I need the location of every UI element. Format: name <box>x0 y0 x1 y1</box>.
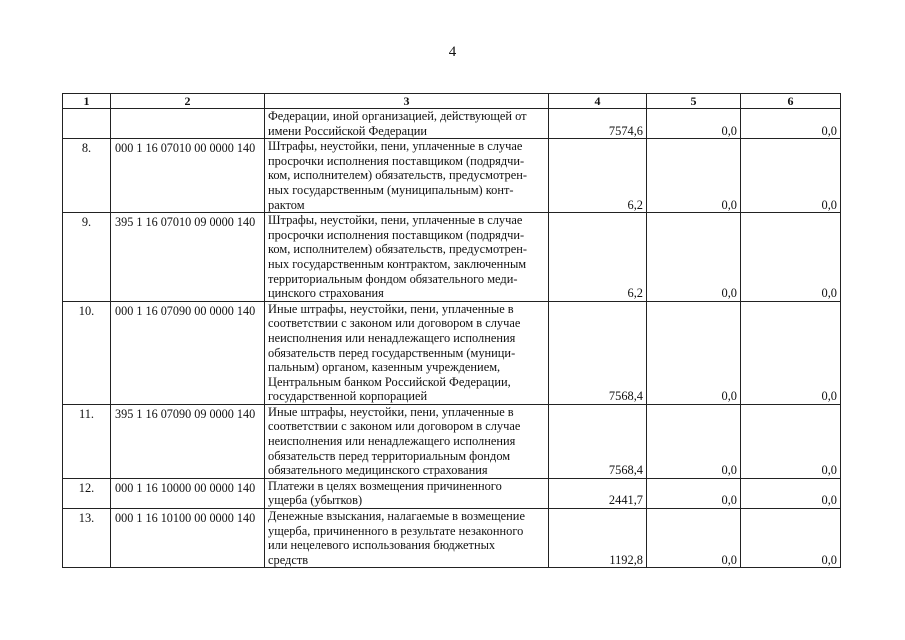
description-line: ком, исполнителем) обязательств, предусмотрен- <box>268 242 528 257</box>
description-line: ных государственным контрактом, заключенным <box>268 256 527 271</box>
description-line: имени Российской Федерации <box>268 123 428 138</box>
table-row <box>63 301 841 404</box>
value-col6: 0,0 <box>741 478 841 508</box>
budget-code: 000 1 16 10100 00 0000 140 <box>111 509 265 568</box>
budget-table <box>62 93 841 568</box>
column-header: 6 <box>741 94 841 109</box>
description-line: средств <box>268 552 309 567</box>
row-description <box>265 139 549 213</box>
table-row <box>63 213 841 302</box>
row-description <box>265 478 549 508</box>
description-line: государственной корпорацией <box>268 389 428 404</box>
value-col6: 0,0 <box>741 301 841 404</box>
budget-code: 000 1 16 07090 00 0000 140 <box>111 301 265 404</box>
budget-code: 000 1 16 10000 00 0000 140 <box>111 478 265 508</box>
value-col5: 0,0 <box>647 509 741 568</box>
row-number: 11. <box>63 404 111 478</box>
value-col4: 6,2 <box>549 139 647 213</box>
column-header: 1 <box>63 94 111 109</box>
description-line: цинского страхования <box>268 286 384 301</box>
description-line: пальным) органом, казенным учреждением, <box>268 360 501 375</box>
table-row <box>63 509 841 568</box>
description-line: ных государственным (муниципальным) конт- <box>268 182 514 197</box>
table-header-row <box>63 94 841 109</box>
value-col5: 0,0 <box>647 404 741 478</box>
value-col6: 0,0 <box>741 213 841 302</box>
value-col6: 0,0 <box>741 404 841 478</box>
value-col4: 7568,4 <box>549 404 647 478</box>
row-number: 10. <box>63 301 111 404</box>
description-line: ком, исполнителем) обязательств, предусмотрен- <box>268 168 528 183</box>
column-header: 3 <box>265 94 549 109</box>
row-description <box>265 509 549 568</box>
row-description <box>265 301 549 404</box>
row-number: 8. <box>63 139 111 213</box>
value-col6: 0,0 <box>741 139 841 213</box>
description-line: соответствии с законом или договором в случае <box>268 316 521 331</box>
description-line: неисполнения или ненадлежащего исполнения <box>268 330 516 345</box>
value-col4: 6,2 <box>549 213 647 302</box>
row-number <box>63 109 111 139</box>
description-line: рактом <box>268 197 305 212</box>
description-line: ущерба, причиненного в результате незаконного <box>268 523 524 538</box>
description-line: Иные штрафы, неустойки, пени, уплаченные в <box>268 404 514 419</box>
table-row <box>63 109 841 139</box>
page-number: 4 <box>448 44 457 60</box>
column-header: 2 <box>111 94 265 109</box>
description-line: ущерба (убытков) <box>268 493 363 508</box>
value-col5: 0,0 <box>647 213 741 302</box>
row-number: 13. <box>63 509 111 568</box>
description-line: обязательств перед государственным (муници- <box>268 345 516 360</box>
description-line: или нецелевого использования бюджетных <box>268 538 496 553</box>
value-col5: 0,0 <box>647 109 741 139</box>
value-col4: 7574,6 <box>549 109 647 139</box>
value-col5: 0,0 <box>647 478 741 508</box>
row-number: 9. <box>63 213 111 302</box>
row-description <box>265 109 549 139</box>
value-col6: 0,0 <box>741 109 841 139</box>
budget-code: 395 1 16 07090 09 0000 140 <box>111 404 265 478</box>
description-line: неисполнения или ненадлежащего исполнения <box>268 434 516 449</box>
row-description <box>265 213 549 302</box>
description-line: Денежные взыскания, налагаемые в возмещение <box>268 509 525 524</box>
table-row <box>63 139 841 213</box>
description-line: соответствии с законом или договором в случае <box>268 419 521 434</box>
value-col4: 7568,4 <box>549 301 647 404</box>
budget-code <box>111 109 265 139</box>
value-col4: 1192,8 <box>549 509 647 568</box>
column-header: 4 <box>549 94 647 109</box>
description-line: просрочки исполнения поставщиком (подрядчи- <box>268 227 525 242</box>
description-line: просрочки исполнения поставщиком (подрядчи- <box>268 153 525 168</box>
budget-code: 000 1 16 07010 00 0000 140 <box>111 139 265 213</box>
column-header: 5 <box>647 94 741 109</box>
description-line: обязательного медицинского страхования <box>268 463 488 478</box>
description-line: Федерации, иной организацией, действующей от <box>268 109 527 123</box>
description-line: Платежи в целях возмещения причиненного <box>268 478 502 493</box>
description-line: Штрафы, неустойки, пени, уплаченные в случае <box>268 213 523 228</box>
description-line: Иные штрафы, неустойки, пени, уплаченные в <box>268 301 514 316</box>
table-row <box>63 478 841 508</box>
description-line: обязательств перед территориальным фондом <box>268 448 511 463</box>
description-line: Штрафы, неустойки, пени, уплаченные в случае <box>268 139 523 154</box>
value-col4: 2441,7 <box>549 478 647 508</box>
value-col5: 0,0 <box>647 139 741 213</box>
row-number: 12. <box>63 478 111 508</box>
description-line: территориальным фондом обязательного меди- <box>268 271 518 286</box>
value-col5: 0,0 <box>647 301 741 404</box>
value-col6: 0,0 <box>741 509 841 568</box>
row-description <box>265 404 549 478</box>
table-row <box>63 404 841 478</box>
description-line: Центральным банком Российской Федерации, <box>268 374 511 389</box>
budget-code: 395 1 16 07010 09 0000 140 <box>111 213 265 302</box>
